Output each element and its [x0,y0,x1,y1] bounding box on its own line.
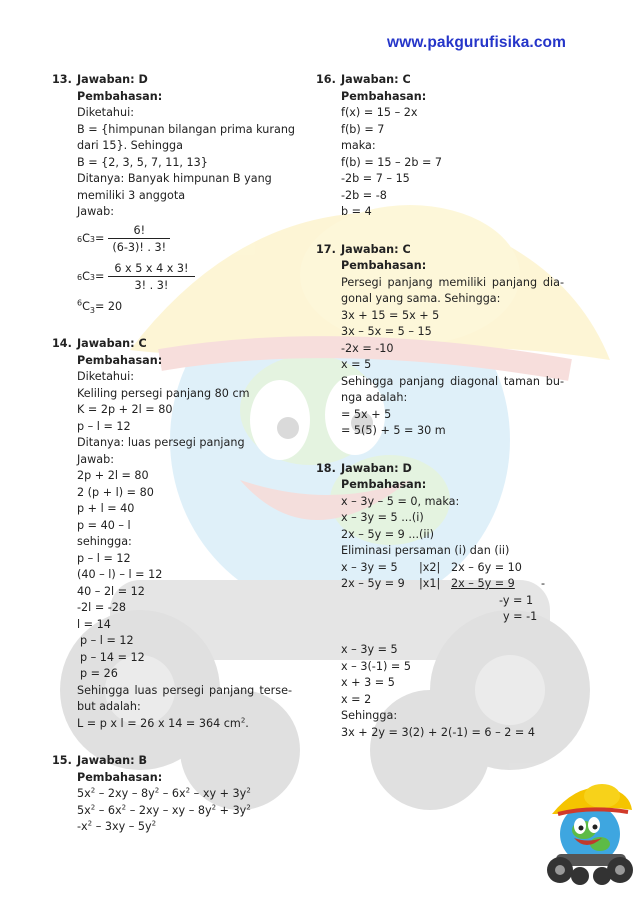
explanation-heading: Pembahasan: [341,89,427,103]
multiplier: |x2| [419,560,441,574]
text-line: p – l = 12 [77,551,131,565]
elimination-row-4 [341,609,564,626]
exponent: 2 [246,786,251,795]
combination-result [77,299,292,316]
text-line: x – 3y = 5 ...(i) [341,511,424,524]
fraction [108,261,194,294]
combination-formula-1: 6 C 3 = $\frac{6!}{(6-3)! . 3!}$ [77,221,292,259]
term: – 6x [159,787,186,800]
text-line: maka: [341,139,376,152]
result: 2x – 5y = 9 [451,577,515,590]
result: 2x – 6y = 10 [451,560,522,574]
text-line: gonal yang sama. Sehingga: [341,292,501,305]
text-line: l = 14 [77,617,111,631]
answer: Jawaban: B [77,754,148,767]
text-line: Jawab: [77,205,115,218]
text-line: Sehingga: [341,709,398,722]
area-text: L = p x l = 26 x 14 = 364 cm [77,716,241,730]
area-line [77,716,292,733]
equation: x – 3y = 5 [341,560,398,574]
term: 5x [77,803,91,817]
exponent: 2 [151,819,157,828]
question-number: 15. [52,754,72,767]
term: – xy + 3y [190,787,247,800]
mascot-logo-icon [538,776,634,886]
exponent: 2 [185,786,191,795]
answer: Jawaban: D [77,73,148,86]
area-end: . [245,716,249,730]
elimination-row-2 [341,576,564,593]
term: – 2xy – xy – 8y [126,803,212,817]
comb-result: = 20 [95,299,123,313]
combination-formula-2: 6 C 3 = $\frac{6 x 5 x 4 x 3!}{3! . 3!}$ [77,259,292,297]
term: – 3xy – 5y [92,820,152,833]
polynomial-line-2 [77,803,292,820]
text-line: 2x – 5y = 9 ...(ii) [341,527,434,541]
question-number: 13. [52,73,72,86]
text-line: Diketahui: [77,370,134,383]
left-column [52,72,296,836]
exponent: 2 [211,802,217,811]
text-line: p = 40 – l [77,518,131,532]
numerator: 6! [133,224,146,237]
text-line: 40 – 2l = 12 [77,584,145,598]
term: -x [77,820,88,833]
explanation-heading: Pembahasan: [77,353,163,367]
comb-letter: C [82,299,90,313]
elimination-row-3 [341,593,564,610]
text-line: p – l = 12 [77,419,131,433]
text-line: x – 3y – 5 = 0, maka: [341,494,460,508]
text-line: Ditanya: luas persegi panjang [77,436,245,449]
text-line: Sehingga panjang diagonal taman bu- [341,374,564,388]
answer: Jawaban: D [341,461,412,475]
text-line: p = 26 [80,667,118,680]
text-line: p – 14 = 12 [80,650,145,664]
question-13 [52,72,296,315]
question-number: 14. [52,337,72,350]
text-line: f(x) = 15 – 2x [341,106,418,119]
text-line: B = {himpunan bilangan prima kurang [77,122,296,136]
text-line: b = 4 [341,205,372,218]
text-line: Sehingga luas persegi panjang terse- [77,683,292,697]
exponent: 2 [90,802,96,811]
text-line: dari 15}. Sehingga [77,139,184,152]
question-number: 16. [316,73,336,86]
text-line: p – l = 12 [80,634,134,647]
comb-eq: = [95,232,105,246]
answer: Jawaban: C [341,242,411,256]
text-line: (40 – l) – l = 12 [77,568,163,581]
comb-eq: = [95,270,105,284]
result: -y = 1 [499,593,534,607]
text-line: Persegi panjang memiliki panjang dia- [341,275,564,289]
result: y = -1 [503,610,538,623]
question-number: 17. [316,242,336,256]
text-line: -2b = 7 – 15 [341,172,410,185]
exponent: 2 [154,786,160,795]
text-line: f(b) = 7 [341,122,385,136]
text-line: = 5x + 5 [341,407,392,421]
equation: 2x – 5y = 9 [341,577,405,590]
text-line: -2x = -10 [341,341,394,355]
comb-sub: 3 [89,305,95,315]
question-number: 18. [316,461,336,475]
text-line: memiliki 3 anggota [77,188,186,202]
comb-letter: C [82,270,90,284]
explanation-heading: Pembahasan: [77,89,163,103]
text-line: x – 3(-1) = 5 [341,659,411,673]
text-line: Diketahui: [77,106,134,119]
text-line: 3x – 5x = 5 – 15 [341,325,432,338]
text-line: 3x + 2y = 3(2) + 2(-1) = 6 – 2 = 4 [341,725,535,739]
text-line: Ditanya: Banyak himpunan B yang [77,172,272,185]
term: + 3y [216,803,247,817]
exponent: 2 [90,786,96,795]
question-14 [52,336,292,732]
exponent: 2 [87,819,93,828]
text-line: Keliling persegi panjang 80 cm [77,386,250,400]
question-15 [52,753,292,836]
text-line: x = 2 [341,692,372,706]
comb-letter: C [82,232,90,246]
explanation-heading: Pembahasan: [77,770,163,784]
text-line: B = {2, 3, 5, 7, 11, 13} [77,155,208,169]
right-column [316,72,564,741]
text-line: 2 (p + l) = 80 [77,485,154,499]
text-line: -2l = -28 [77,601,127,614]
fraction [108,223,170,256]
text-line: = 5(5) + 5 = 30 m [341,424,446,437]
text-line: nga adalah: [341,391,408,404]
term: – 2xy – 8y [95,787,155,800]
question-16 [316,72,564,221]
answer: Jawaban: C [341,73,411,86]
text-line: x – 3y = 5 [341,643,398,656]
denominator: 3! . 3! [134,279,169,292]
text-line: x + 3 = 5 [341,676,395,689]
area-exponent: 2 [240,715,246,724]
question-17 [316,242,564,440]
polynomial-line-1 [77,786,292,803]
denominator: (6-3)! . 3! [112,241,167,254]
website-url[interactable]: www.pakgurufisika.com [387,34,566,51]
question-18 [316,461,564,742]
exponent: 2 [246,802,251,811]
multiplier: |x1| [419,577,441,590]
text-line: -2b = -8 [341,188,387,202]
text-line: K = 2p + 2l = 80 [77,403,173,416]
text-line: 2p + 2l = 80 [77,469,149,482]
text-line: p + l = 40 [77,502,135,515]
text-line: sehingga: [77,535,132,548]
numerator: 6 x 5 x 4 x 3! [114,262,189,275]
explanation-heading: Pembahasan: [341,478,427,491]
text-line: but adalah: [77,700,141,713]
answer: Jawaban: C [77,337,147,350]
text-line: Jawab: [77,452,115,466]
operator: - [541,577,546,590]
polynomial-line-3 [77,819,292,836]
explanation-heading: Pembahasan: [341,259,427,272]
term: – 6x [95,803,122,817]
term: 5x [77,787,91,800]
text-line: f(b) = 15 – 2b = 7 [341,155,443,169]
elimination-row-1 [341,560,564,577]
exponent: 2 [121,802,127,811]
text-line: Eliminasi persaman (i) dan (ii) [341,544,510,557]
text-line: 3x + 15 = 5x + 5 [341,308,440,322]
text-line: x = 5 [341,358,372,371]
comb-pre: 6 [77,297,83,307]
